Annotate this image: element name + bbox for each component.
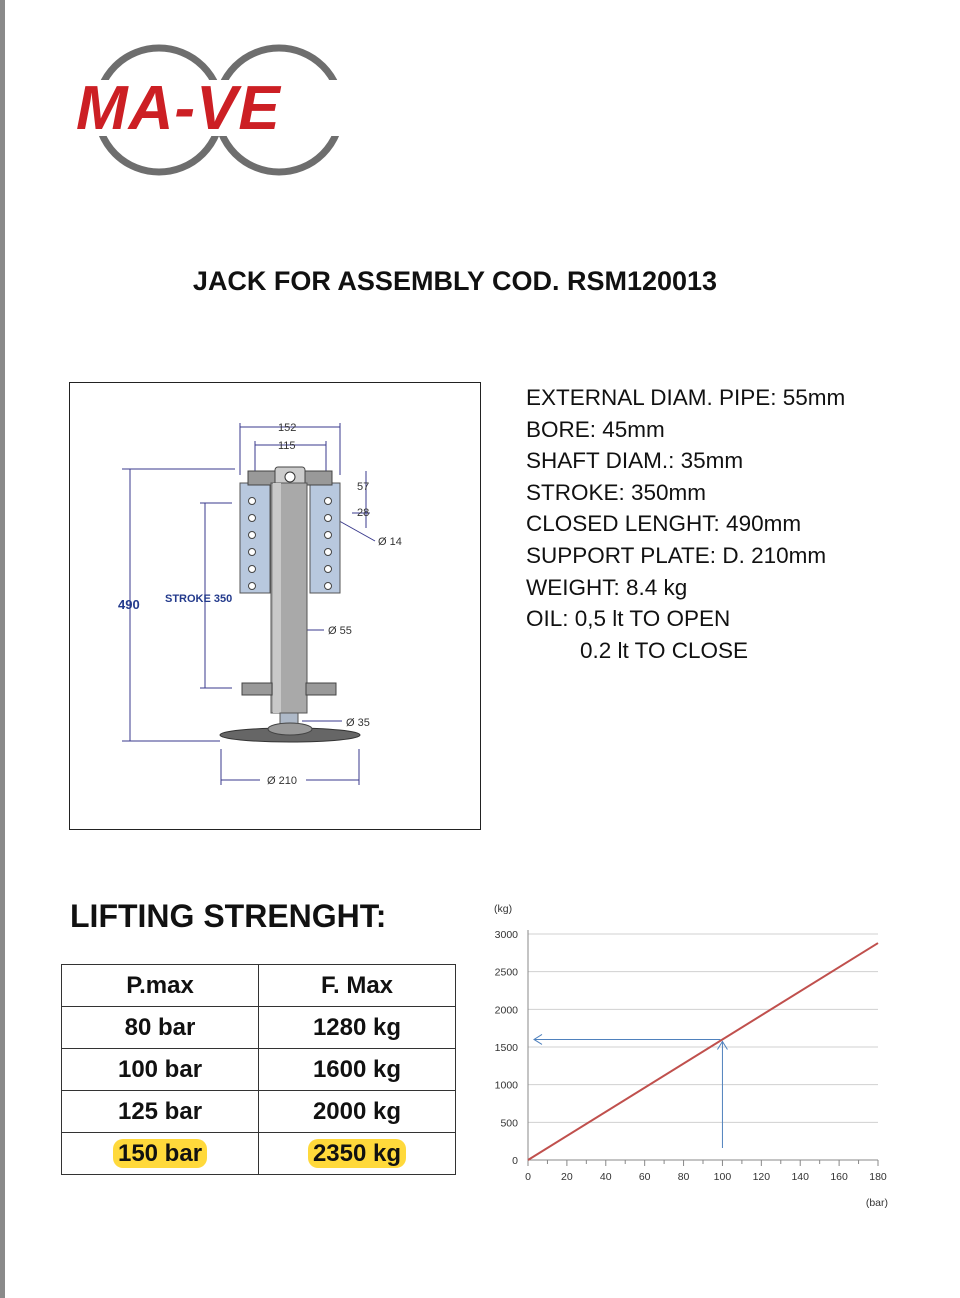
y-tick-label: 2500 xyxy=(494,966,518,979)
force-cell-highlight: 2350 kg xyxy=(308,1139,406,1168)
pressure-cell: 80 bar xyxy=(62,1007,259,1049)
spec-stroke: STROKE: 350mm xyxy=(526,479,707,505)
x-tick-label: 60 xyxy=(638,1171,651,1183)
dim-152-label: 152 xyxy=(278,422,297,434)
x-tick-label: 100 xyxy=(713,1171,732,1183)
x-tick-label: 180 xyxy=(869,1171,887,1183)
spec-bore: BORE: 45mm xyxy=(526,416,665,442)
x-tick-label: 40 xyxy=(599,1171,612,1183)
table-row xyxy=(62,1007,456,1049)
dim-490-label: 490 xyxy=(118,597,140,612)
spec-weight: WEIGHT: 8.4 kg xyxy=(526,574,688,600)
force-cell: 1280 kg xyxy=(259,1007,456,1049)
dim-d14-label: Ø 14 xyxy=(378,536,402,548)
lifting-table xyxy=(61,964,456,1175)
x-tick-label: 0 xyxy=(525,1171,531,1183)
x-tick-label: 20 xyxy=(561,1171,573,1183)
dim-d35-label: Ø 35 xyxy=(346,717,370,729)
x-tick-label: 80 xyxy=(677,1171,690,1183)
dim-d55-label: Ø 55 xyxy=(328,625,352,637)
spec-external-diam: EXTERNAL DIAM. PIPE: 55mm xyxy=(526,385,846,410)
pressure-cell: 125 bar xyxy=(62,1091,259,1133)
header-pmax: P.max xyxy=(62,965,259,1007)
pressure-cell-highlight: 150 bar xyxy=(113,1139,207,1168)
y-tick-label: 1500 xyxy=(494,1042,518,1054)
y-tick-label: 3000 xyxy=(494,929,518,941)
stroke-label: STROKE 350 xyxy=(165,593,233,605)
force-cell: 2000 kg xyxy=(259,1091,456,1133)
dim-28-label: 28 xyxy=(357,507,370,519)
x-tick-label: 140 xyxy=(791,1171,809,1183)
series-line xyxy=(528,943,878,1160)
force-cell: 1600 kg xyxy=(259,1049,456,1091)
technical-drawing xyxy=(69,382,481,830)
pressure-cell: 100 bar xyxy=(62,1049,259,1091)
dim-57-label: 57 xyxy=(357,481,370,493)
y-tick-label: 1000 xyxy=(494,1079,518,1092)
y-tick-label: 500 xyxy=(500,1117,518,1130)
page-title: JACK FOR ASSEMBLY COD. RSM120013 xyxy=(192,266,718,296)
spec-oil-close: 0.2 lt TO CLOSE xyxy=(580,637,748,663)
table-row-highlighted xyxy=(62,1133,456,1175)
table-row xyxy=(62,1049,456,1091)
dim-d210-label: Ø 210 xyxy=(267,775,297,787)
y-axis-label: (kg) xyxy=(494,903,513,915)
page-left-edge xyxy=(0,0,5,1298)
logo-text: MA-VE xyxy=(76,74,281,143)
x-tick-label: 120 xyxy=(752,1171,771,1183)
lifting-title: LIFTING STRENGHT: xyxy=(70,898,387,934)
spec-closed-length: CLOSED LENGHT: 490mm xyxy=(526,511,802,537)
x-tick-label: 160 xyxy=(830,1171,848,1183)
y-tick-label: 2000 xyxy=(494,1004,518,1017)
table-header-row xyxy=(62,965,456,1007)
spec-support-plate: SUPPORT PLATE: D. 210mm xyxy=(526,542,827,568)
spec-oil-open: OIL: 0,5 lt TO OPEN xyxy=(526,606,731,632)
spec-shaft-diam: SHAFT DIAM.: 35mm xyxy=(526,448,744,474)
table-row xyxy=(62,1091,456,1133)
y-tick-label: 0 xyxy=(512,1155,518,1167)
header-fmax: F. Max xyxy=(259,965,456,1007)
lifting-chart xyxy=(480,892,910,1222)
dim-115-label: 115 xyxy=(278,440,296,452)
spec-list xyxy=(526,382,845,666)
x-axis-label: (bar) xyxy=(865,1197,888,1209)
